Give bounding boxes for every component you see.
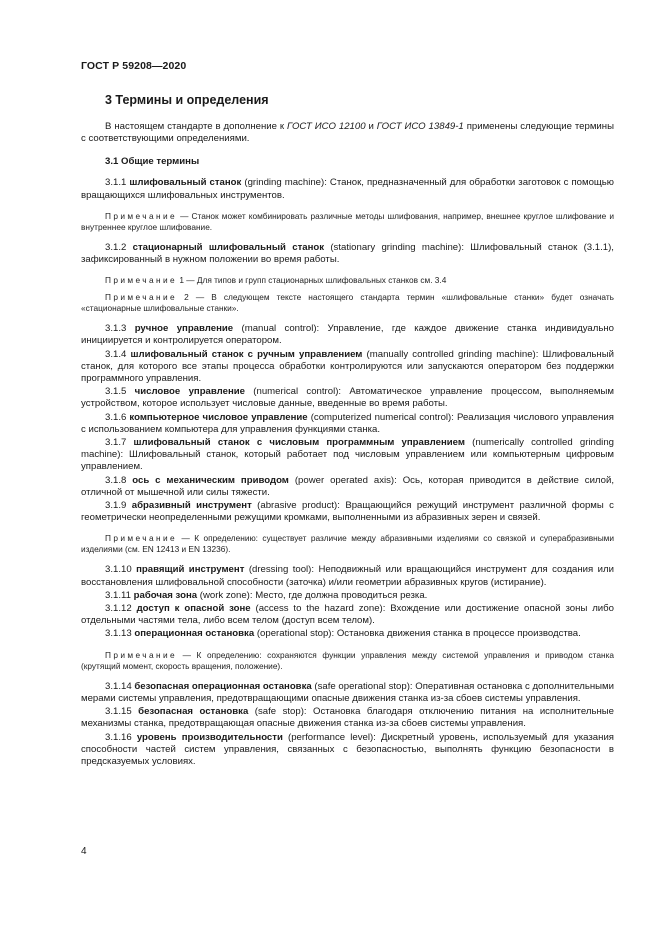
term-entry: 3.1.9 абразивный инструмент (abrasive product): Вращающийся режущий инструмент различной формы с геометрически неопределенными режущими кромками, выполненными из абразивных зерен и связей. bbox=[81, 500, 614, 524]
note: Примечание — Станок может комбинировать различные методы шлифования, например, внешнее круглое шлифование и внутреннее круглое шлифование. bbox=[81, 210, 614, 232]
term-name: операционная остановка bbox=[134, 628, 255, 640]
term-entry: 3.1.5 числовое управление (numerical control): Автоматическое управление процессом, выполняемым устройством, которое использует числовые данные, введенные во время работы. bbox=[81, 386, 614, 410]
term-entry: 3.1.13 операционная остановка (operational stop): Остановка движения станка в процессе производства. bbox=[105, 628, 581, 640]
term-entry: 3.1.2 стационарный шлифовальный станок (stationary grinding machine): Шлифовальный станок (3.1.1), зафиксированный в нужном положении во время работы. bbox=[81, 241, 614, 266]
term-name: ось с механическим приводом bbox=[132, 474, 289, 486]
term-name: шлифовальный станок с числовым программным управлением bbox=[133, 437, 465, 449]
term-name: рабочая зона bbox=[133, 589, 198, 601]
subsection-title: 3.1 Общие термины bbox=[105, 156, 200, 168]
term-entry: 3.1.8 ось с механическим приводом (power operated axis): Ось, которая приводится в действие силой, отличной от мышечной или силы тяжести. bbox=[81, 474, 615, 498]
term-name: доступ к опасной зоне bbox=[136, 603, 251, 615]
term-entry: 3.1.3 ручное управление (manual control): Управление, где каждое движение станка индивидуально инициируется и контролируется оператором. bbox=[81, 323, 614, 347]
intro-paragraph: В настоящем стандарте в дополнение к ГОСТ ИСО 12100 и ГОСТ ИСО 13849-1 применены следующие термины с соответствующими определениями. bbox=[81, 121, 614, 145]
term-entry: 3.1.10 правящий инструмент (dressing tool): Неподвижный или вращающийся инструмент для создания или восстановления шлифовальной способности (заточка) и/или геометрии абразивных кругов (истирание). bbox=[81, 564, 614, 588]
note: Примечание — К определению: сохраняются функции управления между системой управления и приводом станка (крутящий момент, скорость вращения, положение). bbox=[81, 649, 614, 671]
term-entry: 3.1.16 уровень производительности (performance level): Дискретный уровень, используемый для указания способности частей систем управления, связанных с безопасностью, выполнять функцию безопасности в предсказуемых условиях. bbox=[81, 731, 614, 767]
term-name: компьютерное числовое управление bbox=[129, 411, 308, 423]
term-entry: 3.1.11 рабочая зона (work zone): Место, где должна проводиться резка. bbox=[105, 589, 428, 601]
term-name: числовое управление bbox=[134, 386, 245, 398]
term-name: уровень производительности bbox=[136, 731, 283, 743]
term-entry: 3.1.7 шлифовальный станок с числовым программным управлением (numerically controlled grinding machine): Шлифовальный станок, который работает под числовым управлением или компьютерным цифровым управлением. bbox=[81, 437, 614, 473]
reference-gost-iso-13849-1: ГОСТ ИСО 13849-1 bbox=[376, 121, 464, 132]
term-name: ручное управление bbox=[134, 323, 234, 335]
term-entry: 3.1.4 шлифовальный станок с ручным управлением (manually controlled grinding machine): Шлифовальный станок, для которого все этапы процесса обработки контролируются или запускаются оператором без поддержки программного управления. bbox=[81, 348, 614, 385]
term-name: стационарный шлифовальный станок bbox=[132, 241, 325, 253]
term-entry: 3.1.14 безопасная операционная остановка (safe operational stop): Оперативная остановка с дополнительными мерами системы управления, предотвращающими опасные движения станка из-за сбоев системы управления. bbox=[81, 680, 614, 704]
page-number: 4 bbox=[81, 846, 87, 857]
term-entry: 3.1.1 шлифовальный станок (grinding machine): Станок, предназначенный для обработки заготовок с помощью вращающихся шлифовальных инструментов. bbox=[81, 177, 615, 201]
term-name: шлифовальный станок с ручным управлением bbox=[130, 348, 363, 360]
note: Примечание — К определению: существует различие между абразивными изделиями со связкой и суперабразивными изделиями (см. EN 12413 и EN 13236). bbox=[81, 533, 614, 555]
section-title: 3 Термины и определения bbox=[105, 93, 269, 107]
term-name: шлифовальный станок bbox=[129, 177, 242, 189]
term-entry: 3.1.12 доступ к опасной зоне (access to the hazard zone): Вхождение или достижение опасной зоны либо отдельными частями тела, либо всем телом (доступ всем телом). bbox=[81, 603, 614, 627]
term-name: безопасная операционная остановка bbox=[134, 680, 312, 692]
term-entry: 3.1.15 безопасная остановка (safe stop): Остановка благодаря отключению питания на исполнительные механизмы станка, предотвращающая опасные движения станка из-за сбоев системы управления. bbox=[81, 706, 614, 730]
note: Примечание 1 — Для типов и групп стационарных шлифовальных станков см. 3.4 bbox=[105, 275, 447, 286]
term-name: абразивный инструмент bbox=[131, 500, 252, 512]
note: Примечание 2 — В следующем тексте настоящего стандарта термин «шлифовальные станки» будет означать «стационарные шлифовальные станки». bbox=[81, 292, 614, 314]
term-name: правящий инструмент bbox=[136, 564, 245, 576]
term-entry: 3.1.6 компьютерное числовое управление (computerized numerical control): Реализация числового управления с использованием компьютера для управления функциями станка. bbox=[81, 411, 614, 435]
document-header-code: ГОСТ Р 59208—2020 bbox=[81, 60, 187, 72]
document-body bbox=[81, 93, 614, 769]
reference-gost-iso-12100: ГОСТ ИСО 12100 bbox=[287, 121, 366, 132]
term-name: безопасная остановка bbox=[138, 706, 249, 718]
